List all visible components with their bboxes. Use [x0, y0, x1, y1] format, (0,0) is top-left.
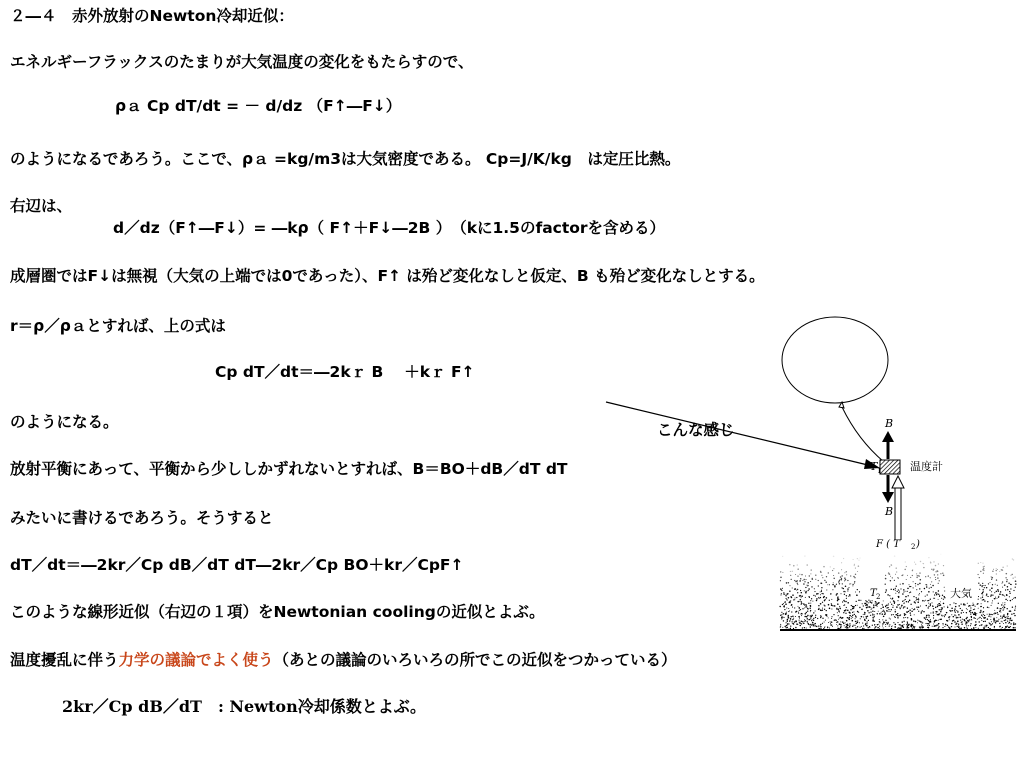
- arrow-b-down-head: [882, 492, 894, 503]
- intro-text: エネルギーフラックスのたまりが大気温度の変化をもたらすので、: [10, 53, 474, 71]
- atmosphere-fade: [778, 553, 1016, 588]
- usage-highlight: 力学の議論でよく使う: [118, 651, 274, 669]
- newtonian-text: このような線形近似（右辺の１項）をNewtonian coolingの近似とよぶ。: [10, 603, 545, 621]
- equation-3: Cp dT／dt＝―2kｒ B ＋kｒ F↑: [215, 363, 475, 381]
- equation-1: ρａ Cp dT/dt = － d/dz （F↑―F↓）: [115, 97, 402, 115]
- thermometer-box: [880, 460, 900, 474]
- stratosphere-text: 成層圏ではF↓は無視（大気の上端では0であった）、F↑ は殆ど変化なしと仮定、B も殆ど変化なしとする。: [10, 267, 765, 285]
- usage-after: （あとの議論のいろいろの所でこの近似をつかっている）: [273, 651, 677, 669]
- coefficient-text: 2kr／Cp dB／dT : Newton冷却係数とよぶ。: [62, 697, 427, 716]
- t2-subscript: 2: [876, 593, 881, 601]
- b-up-label: B: [885, 417, 894, 430]
- caption-text: こんな感じ: [657, 421, 735, 439]
- arrow-b-up-head: [882, 431, 894, 442]
- b-down-label: B: [885, 505, 894, 518]
- flux-label: F ( T: [876, 539, 900, 550]
- flux-subscript: 2: [911, 543, 916, 551]
- title: ２―４ 赤外放射のNewton冷却近似：: [10, 7, 294, 25]
- pointer-line: [606, 402, 872, 466]
- atmosphere-label: 大気: [950, 587, 972, 600]
- rhs-label: 右辺は、: [10, 197, 73, 215]
- balloon-string: [842, 407, 884, 462]
- flux-arrow-head: [892, 476, 904, 488]
- equation-2: d／dz（F↑―F↓）= ―kρ（ F↑＋F↓―2B ） （kに1.5のfactorを含める）: [113, 219, 666, 237]
- r-definition: r＝ρ／ρａとすれば、上の式は: [10, 317, 226, 335]
- result-text: のようになる。: [10, 413, 119, 431]
- radiative-balance-text: 放射平衡にあって、平衡から少ししかずれないとすれば、B＝BO＋dB／dT dT: [10, 460, 568, 478]
- equation-4: dT／dt＝―2kr／Cp dB／dT dT―2kr／Cp BO＋kr／CpF↑: [10, 556, 464, 574]
- t1-label: T: [870, 460, 878, 473]
- usage-before: 温度擾乱に伴う: [10, 651, 119, 669]
- written-as-text: みたいに書けるであろう。そうすると: [10, 509, 274, 527]
- balloon-shape: [782, 317, 888, 403]
- t1-subscript: 1: [877, 467, 882, 475]
- flux-label-close: ): [916, 539, 920, 550]
- thermometer-label: 温度計: [910, 460, 943, 473]
- definitions-text: のようになるであろう。ここで、ρａ =kg/m3は大気密度である。 Cp=J/K/kg は定圧比熱。: [10, 150, 681, 168]
- t2-label: T: [870, 588, 877, 599]
